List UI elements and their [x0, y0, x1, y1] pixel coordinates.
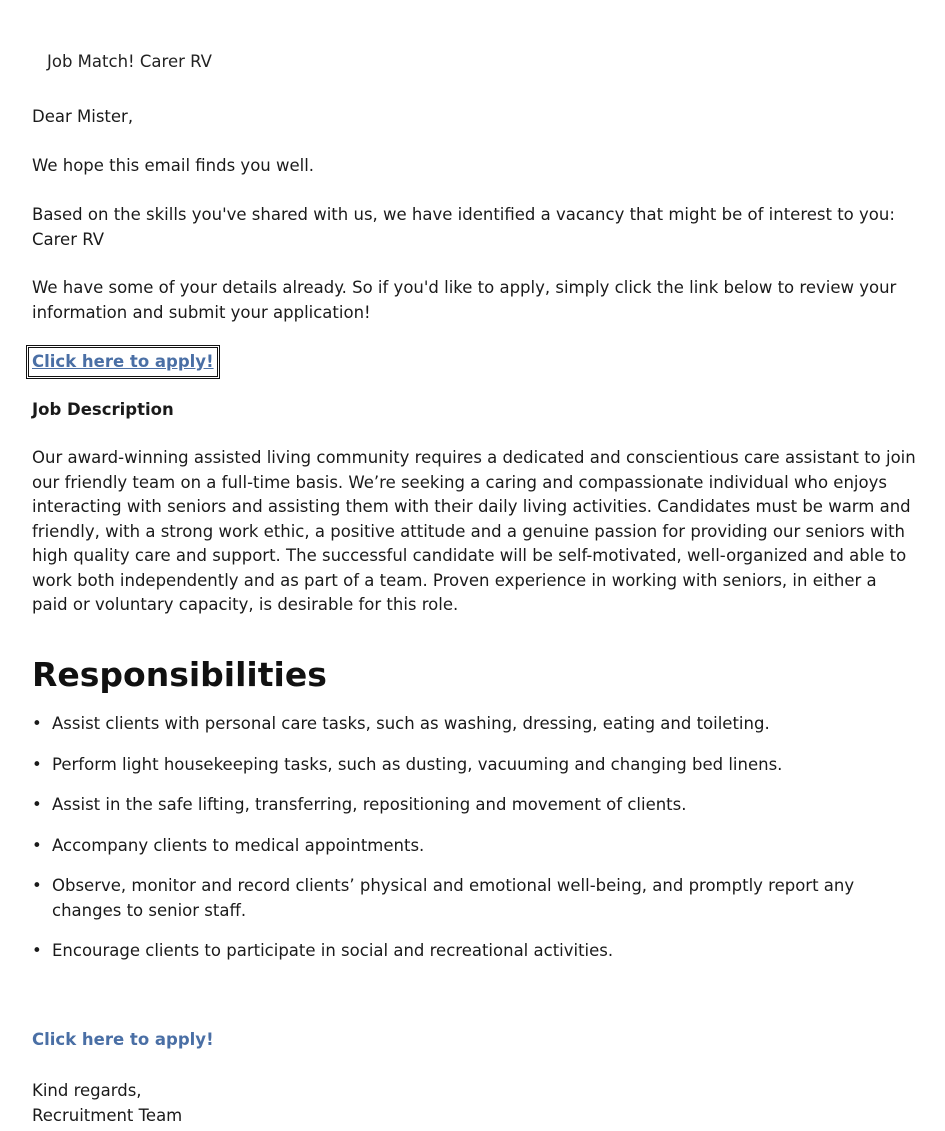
- list-item: • Accompany clients to medical appointments.: [52, 834, 902, 859]
- bullet-icon: •: [32, 876, 42, 895]
- vacancy-text: Based on the skills you've shared with us, we have identified a vacancy that might be of interest to you: Carer RV: [32, 205, 895, 249]
- job-description-text: Our award-winning assisted living community requires a dedicated and conscientious care assistant to join our friendly team on a full-time basis. We’re seeking a caring and compassionate individual who enjoys interacting with seniors and assisting them with their daily living activities. Candidates must be warm and friendly, with a strong work ethic, a positive attitude and a genuine passion for providing our seniors with high quality care and support. The successful candidate will be self-motivated, well-organized and able to work both independently and as part of a team. Proven experience in working with seniors, in either a paid or voluntary capacity, is desirable for this role.: [32, 448, 916, 614]
- email-subject: Job Match! Carer RV: [47, 52, 212, 71]
- apply-link-focused[interactable]: [26, 345, 220, 379]
- list-item: • Assist in the safe lifting, transferring, repositioning and movement of clients.: [52, 793, 902, 818]
- responsibilities-list: [32, 712, 902, 980]
- list-item: • Observe, monitor and record clients’ physical and emotional well-being, and promptly report any changes to senior staff.: [32, 876, 855, 920]
- list-item: • Assist clients with personal care tasks, such as washing, dressing, eating and toileting.: [52, 712, 902, 737]
- responsibilities-heading: Responsibilities: [32, 655, 327, 694]
- signoff-text: Kind regards,: [32, 1081, 142, 1100]
- apply-link-label[interactable]: Click here to apply!: [32, 352, 214, 371]
- signature: Recruitment Team: [32, 1105, 183, 1125]
- signoff: [32, 1079, 922, 1128]
- bullet-icon: •: [32, 795, 42, 814]
- closing-apply-link[interactable]: Click here to apply!: [32, 1030, 214, 1049]
- job-description-heading: Job Description: [32, 400, 174, 419]
- bullet-icon: •: [32, 714, 42, 733]
- bullet-icon: •: [32, 754, 42, 774]
- bullet-icon: •: [32, 941, 42, 960]
- intro-text: We hope this email finds you well.: [32, 156, 315, 175]
- list-item: • Perform light housekeeping tasks, such as dusting, vacuuming and changing bed linens.: [52, 753, 902, 778]
- greeting: Dear Mister,: [32, 107, 134, 126]
- list-item: • Encourage clients to participate in social and recreational activities.: [52, 939, 902, 964]
- bullet-icon: •: [32, 835, 42, 855]
- details-text: We have some of your details already. So if you'd like to apply, simply click the link below to review your information and submit your application!: [32, 278, 897, 322]
